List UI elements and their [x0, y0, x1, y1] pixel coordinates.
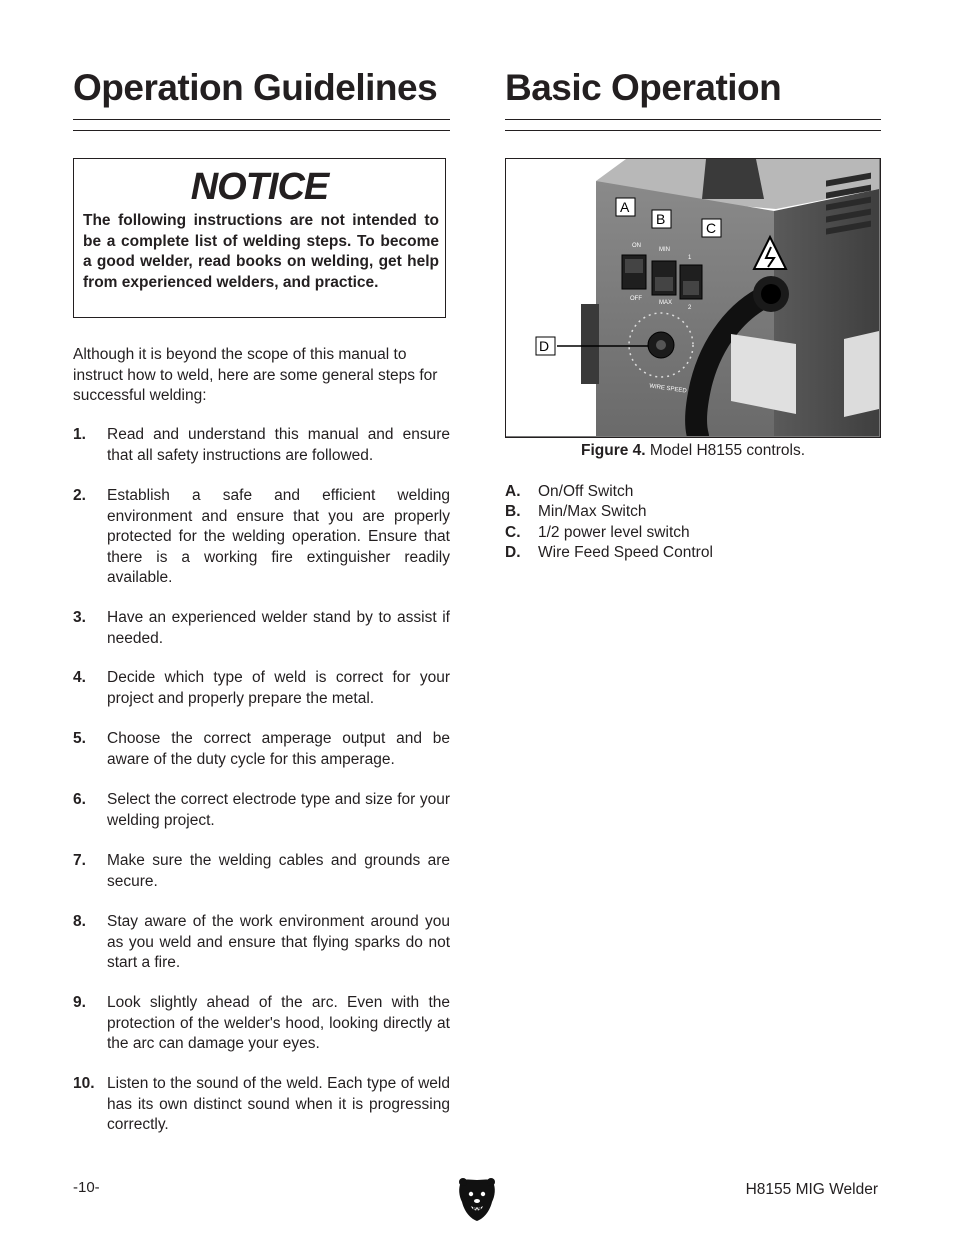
- bear-logo-icon: [457, 1176, 497, 1222]
- step-number: 2.: [73, 487, 86, 504]
- footer-model-name: H8155 MIG Welder: [745, 1181, 878, 1198]
- level-one-label: 1: [688, 255, 692, 261]
- callout-a: A: [620, 199, 630, 215]
- step-number: 5.: [73, 730, 86, 747]
- legend-key: B.: [505, 503, 521, 521]
- step-number: 6.: [73, 791, 86, 808]
- welder-controls-photo: [505, 158, 881, 438]
- callout-c: C: [706, 220, 717, 236]
- figure-caption: [505, 441, 881, 462]
- on-label: ON: [632, 243, 641, 249]
- list-item: [505, 543, 881, 563]
- legend-value: On/Off Switch: [538, 483, 634, 500]
- legend-key: D.: [505, 543, 521, 561]
- list-item: [505, 482, 881, 502]
- level-two-label: 2: [688, 305, 692, 311]
- section-heading-basic-operation: Basic Operation: [505, 67, 782, 108]
- step-number: 3.: [73, 609, 86, 626]
- min-label: MIN: [659, 247, 670, 253]
- step-number: 7.: [73, 852, 86, 869]
- step-text: Look slightly ahead of the arc. Even with the protection of the welder's hood, looking directly at the arc can damage your eyes.: [107, 994, 450, 1052]
- step-text: Establish a safe and efficient welding environment and ensure that you are properly protected for the welding operation. Ensure that there is a working fire extinguisher readily available.: [107, 487, 450, 586]
- heading-rule-top: [505, 119, 881, 120]
- callout-d: D: [539, 338, 550, 354]
- step-text: Have an experienced welder stand by to assist if needed.: [107, 609, 450, 647]
- step-number: 9.: [73, 994, 86, 1011]
- page-number: -10-: [73, 1179, 100, 1196]
- step-number: 1.: [73, 426, 86, 443]
- list-item: [505, 502, 881, 522]
- legend-key: C.: [505, 523, 521, 541]
- heading-rule-bottom: [73, 130, 450, 131]
- max-label: MAX: [659, 300, 673, 306]
- step-text: Listen to the sound of the weld. Each type of weld has its own distinct sound when it is progressing correctly.: [107, 1075, 450, 1133]
- off-label: OFF: [630, 296, 642, 302]
- step-text: Select the correct electrode type and size for your welding project.: [107, 791, 450, 829]
- heading-rule-bottom: [505, 130, 881, 131]
- wire-speed-label: WIRE SPEED: [648, 383, 687, 395]
- figure-caption-text: Model H8155 controls.: [645, 442, 805, 459]
- figure-caption-label: Figure 4.: [581, 442, 646, 459]
- heading-rule-top: [73, 119, 450, 120]
- legend-value: Min/Max Switch: [538, 503, 647, 521]
- list-item: [505, 523, 881, 543]
- step-number: 10.: [73, 1075, 95, 1092]
- step-number: 8.: [73, 913, 86, 930]
- controls-legend: [505, 482, 881, 563]
- step-text: Choose the correct amperage output and be aware of the duty cycle for this amperage.: [107, 730, 450, 768]
- legend-value: 1/2 power level switch: [538, 523, 690, 541]
- intro-paragraph: Although it is beyond the scope of this manual to instruct how to weld, here are some general steps for successful welding:: [73, 346, 438, 404]
- legend-key: A.: [505, 483, 521, 500]
- notice-body: The following instructions are not intended to be a complete list of welding steps. To become a good welder, read books on welding, get help from experienced welders, and practice.: [83, 212, 439, 291]
- notice-title: NOTICE: [190, 166, 329, 208]
- step-text: Stay aware of the work environment around you as you weld and ensure that flying sparks do not start a fire.: [107, 913, 450, 971]
- section-heading-operation-guidelines: Operation Guidelines: [73, 67, 438, 108]
- step-number: 4.: [73, 669, 86, 686]
- step-text: Decide which type of weld is correct for your project and properly prepare the metal.: [107, 669, 450, 707]
- step-text: Read and understand this manual and ensure that all safety instructions are followed.: [107, 426, 450, 464]
- notice-box: [73, 158, 446, 318]
- callout-b: B: [656, 211, 666, 227]
- legend-value: Wire Feed Speed Control: [538, 543, 713, 561]
- step-text: Make sure the welding cables and grounds are secure.: [107, 852, 450, 890]
